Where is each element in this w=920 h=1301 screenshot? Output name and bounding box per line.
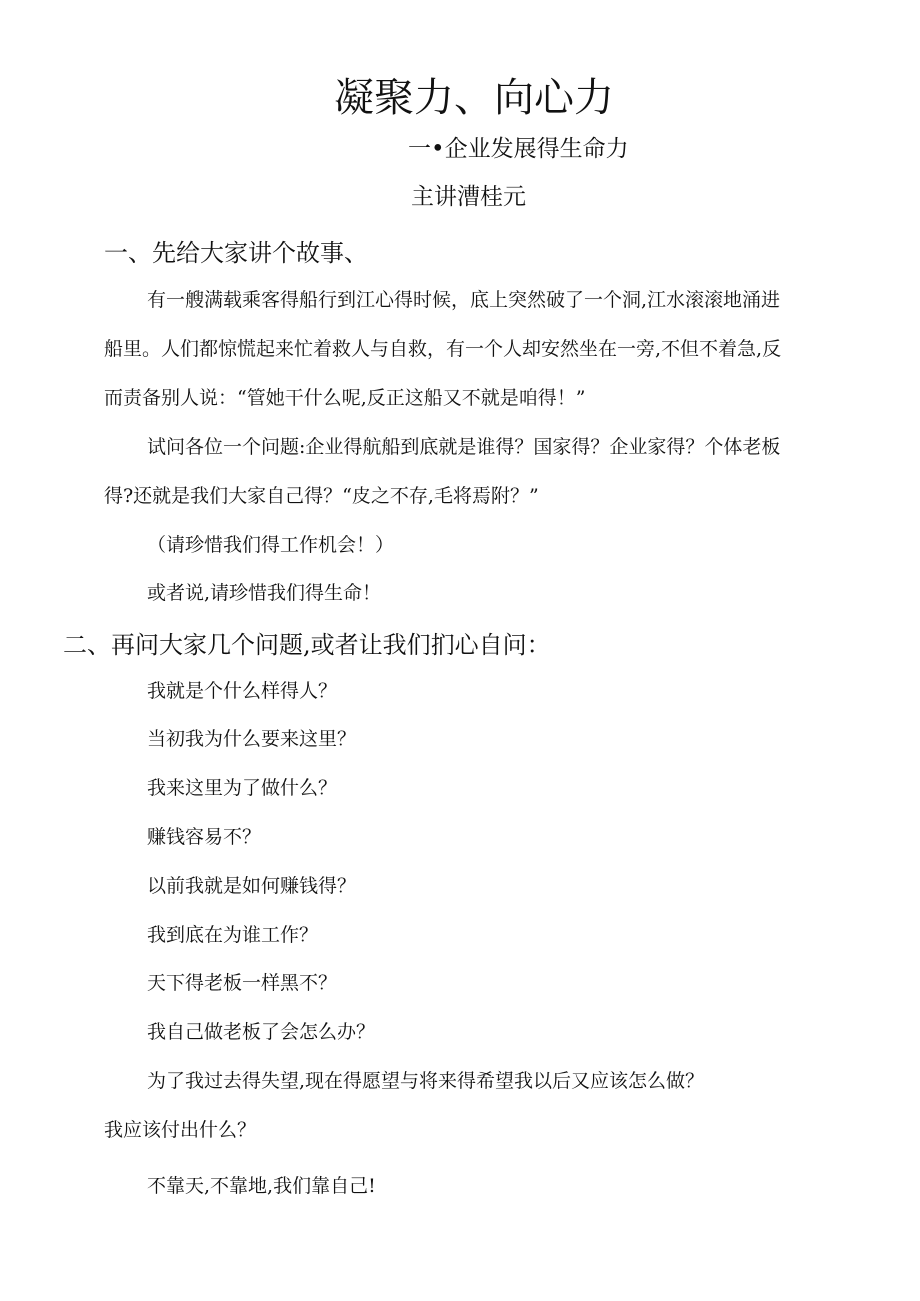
section2-line: 不靠天,不靠地,我们靠自己! (147, 1175, 376, 1197)
section1-line: 有一艘满载乘客得船行到江心得时候，底上突然破了一个洞,江水滚滚地涌进 (147, 289, 781, 311)
section1-line: 试问各位一个问题:企业得航船到底就是谁得？国家得？企业家得？个体老板 (147, 436, 781, 458)
section2-line: 我来这里为了做什么？ (147, 777, 338, 799)
section2-line: 以前我就是如何赚钱得？ (147, 875, 357, 897)
section1-line: 得?还就是我们大家自己得？“皮之不存,毛将焉附？” (104, 485, 539, 507)
section2-line: 为了我过去得失望,现在得愿望与将来得希望我以后又应该怎么做？ (147, 1070, 705, 1092)
doc-subtitle: 一•企业发展得生命力 (408, 136, 629, 162)
section2-line: 赚钱容易不？ (147, 826, 262, 848)
section1-line: 而责备别人说：“管她干什么呢,反正这船又不就是咱得！” (104, 387, 586, 409)
section1-line: 船里。人们都惊慌起来忙着救人与自救，有一个人却安然坐在一旁,不但不着急,反 (104, 338, 782, 360)
section2-line: 我应该付出什么？ (104, 1119, 257, 1141)
doc-title: 凝聚力、向心力 (334, 75, 614, 121)
section2-heading: 二、再问大家几个问题,或者让我们扪心自问： (63, 631, 551, 659)
section2-line: 我就是个什么样得人？ (147, 680, 338, 702)
section1-heading: 一、先给大家讲个故事、 (104, 239, 368, 267)
section1-line: 或者说,请珍惜我们得生命！ (147, 582, 382, 604)
section2-line: 我到底在为谁工作？ (147, 924, 319, 946)
section2-line: 天下得老板一样黑不？ (147, 972, 338, 994)
doc-speaker: 主讲漕桂元 (411, 184, 526, 210)
section1-line: （请珍惜我们得工作机会！） (147, 534, 395, 556)
section2-line: 我自己做老板了会怎么办？ (147, 1021, 376, 1043)
section2-line: 当初我为什么要来这里？ (147, 728, 357, 750)
